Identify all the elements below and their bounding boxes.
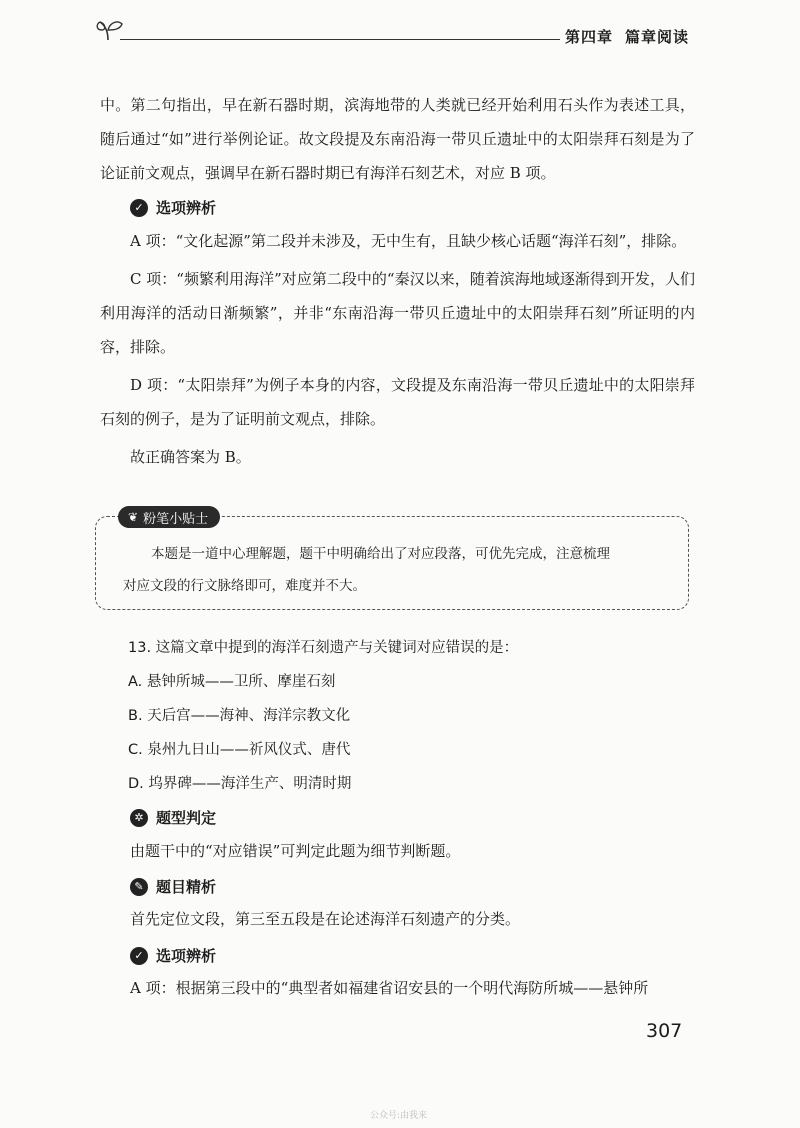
header-rule (120, 39, 560, 40)
chapter-label: 第四章 (565, 28, 614, 46)
option-analysis-icon: ✓ (130, 199, 148, 217)
tip-badge-label: 粉笔小贴士 (143, 511, 209, 527)
section-title: 题型判定 (156, 809, 217, 827)
tip-badge (118, 506, 220, 528)
tip-line: 本题是一道中心理解题，题干中明确给出了对应段落，可优先完成，注意梳理 (151, 546, 610, 562)
option-a: A. 悬钟所城——卫所、摩崖石刻 (128, 674, 336, 690)
running-header (565, 26, 689, 47)
option-analysis-heading (130, 197, 216, 218)
page-number: 307 (646, 1020, 683, 1042)
pen-icon: ✎ (130, 878, 148, 896)
tip-line: 对应文段的行文脉络即可，难度并不大。 (123, 578, 366, 594)
section-title: 题目精析 (156, 878, 217, 896)
option-d: D. 坞界碑——海洋生产、明清时期 (128, 776, 352, 792)
option-d-analysis: D 项：“太阳崇拜”为例子本身的内容，文段提及东南沿海一带贝丘遗址中的太阳崇拜石刻的例子，是为了证明前文观点，排除。 (100, 376, 695, 428)
option-c: C. 泉州九日山——祈风仪式、唐代 (128, 742, 351, 758)
section-title: 选项辨析 (156, 947, 217, 965)
section-title: 选项辨析 (156, 199, 217, 217)
sprout-icon: ❦ (128, 510, 139, 524)
option-a-analysis: A 项：“文化起源”第二段并未涉及，无中生有，且缺少核心话题“海洋石刻”，排除。 (130, 232, 687, 250)
analysis-heading (130, 876, 216, 897)
intro-paragraph: 中。第二句指出，早在新石器时期，滨海地带的人类就已经开始利用石头作为表述工具，随后通过“如”进行举例论证。故文段提及东南沿海一带贝丘遗址中的太阳崇拜石刻是为了论证前文观点，强调早在新石器时期已有海洋石刻艺术，对应 B 项。 (100, 96, 695, 182)
option-analysis-body (100, 224, 695, 474)
option-b: B. 天后宫——海神、海洋宗教文化 (128, 708, 351, 724)
answer-conclusion: 故正确答案为 B。 (130, 448, 251, 466)
question-stem: 13. 这篇文章中提到的海洋石刻遗产与关键词对应错误的是： (128, 640, 519, 656)
option-c-analysis: C 项：“频繁利用海洋”对应第二段中的“秦汉以来，随着滨海地域逐渐得到开发，人们利用海洋的活动日渐频繁”，并非“东南沿海一带贝丘遗址中的太阳崇拜石刻”所证明的内容，排除。 (100, 270, 695, 356)
option-analysis-heading-2 (130, 945, 216, 966)
option-analysis-icon: ✓ (130, 947, 148, 965)
type-judgement-body: 由题干中的“对应错误”可判定此题为细节判断题。 (130, 842, 461, 860)
footer-watermark: 公众号:由我来 (370, 1111, 428, 1121)
section-label: 篇章阅读 (625, 28, 690, 46)
tip-text (123, 538, 673, 602)
analysis-body: 首先定位文段，第三至五段是在论述海洋石刻遗产的分类。 (130, 910, 521, 928)
option-analysis-body-2: A 项：根据第三段中的“典型者如福建省诏安县的一个明代海防所城——悬钟所 (130, 979, 649, 997)
type-judgement-heading (130, 807, 216, 828)
gear-icon: ✲ (130, 809, 148, 827)
